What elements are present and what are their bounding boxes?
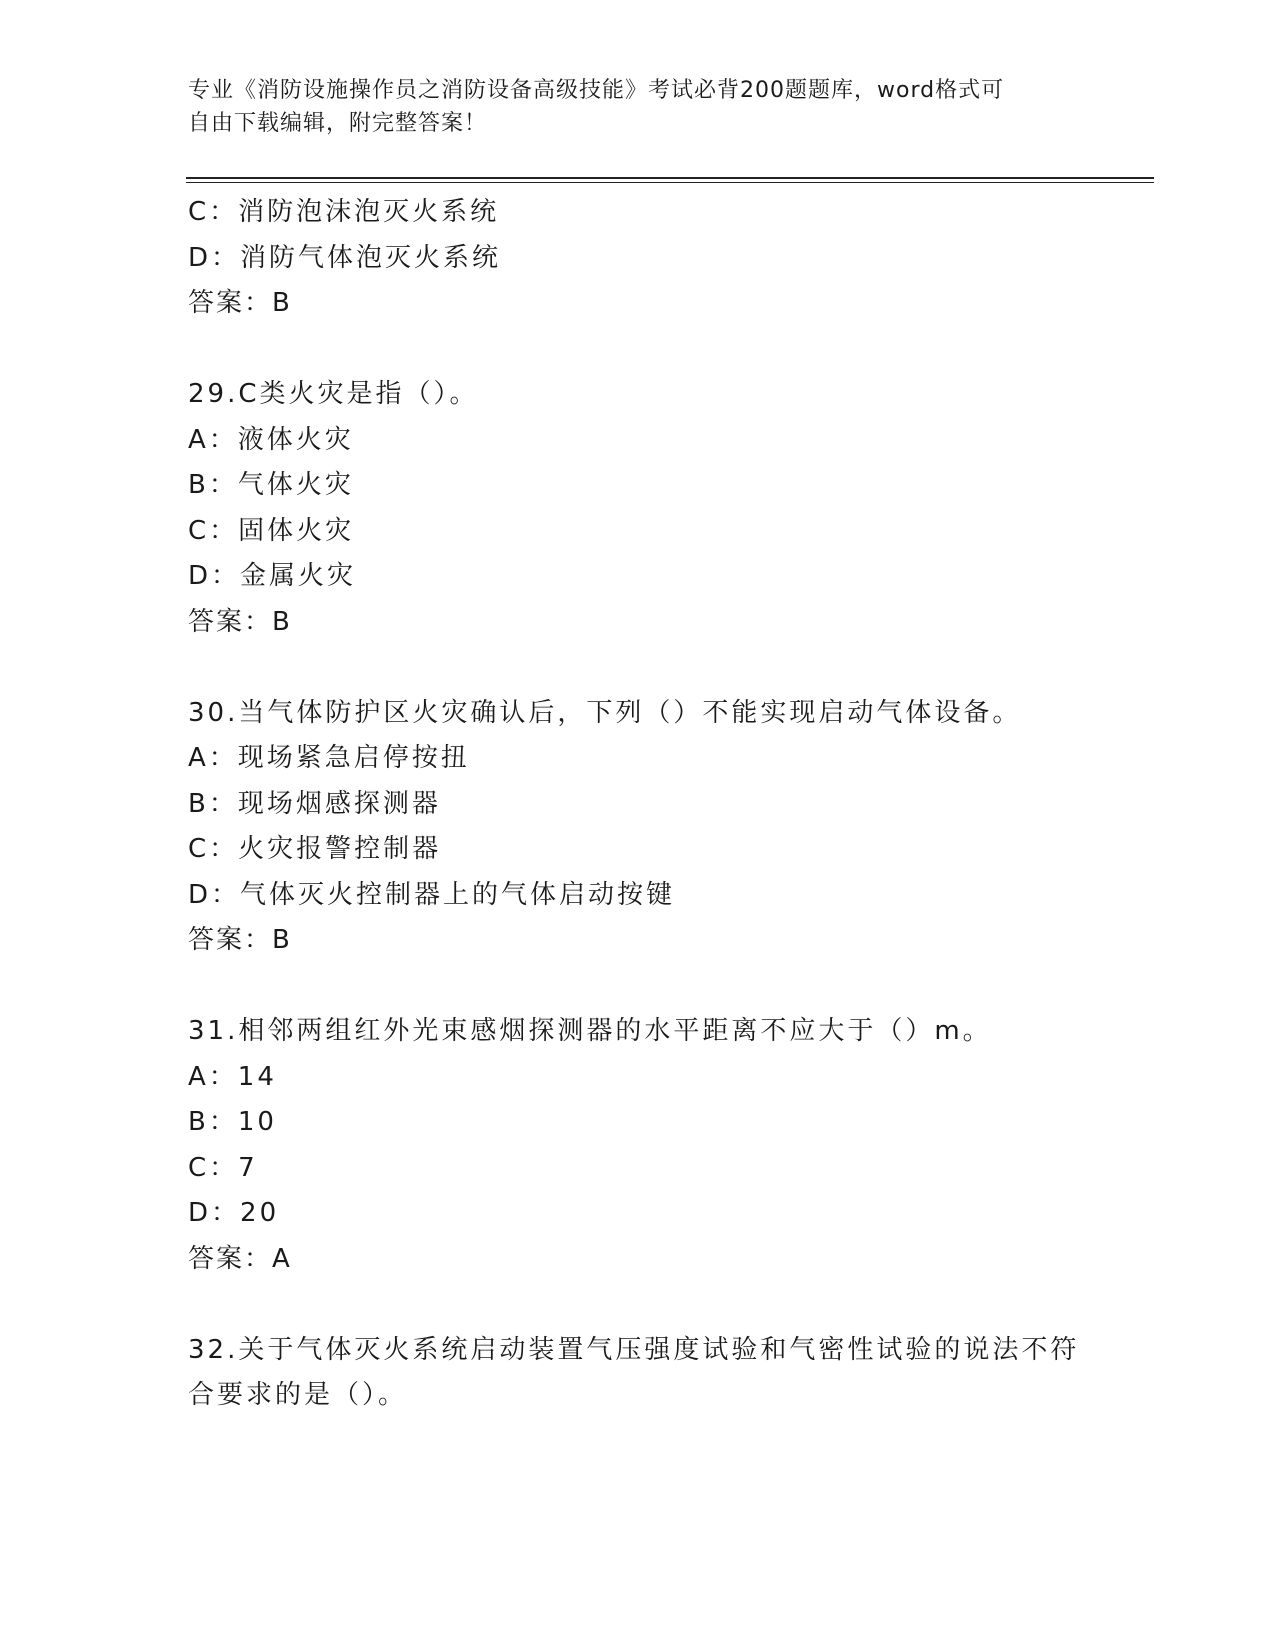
question-stem: 29.C类火灾是指（）。 — [188, 379, 479, 409]
option-a: A：14 — [188, 1061, 277, 1092]
option-d: D：消防气体泡灭火系统 — [188, 242, 502, 273]
spacer — [188, 327, 1118, 373]
option-c: C：7 — [188, 1152, 258, 1183]
option-b: B：10 — [188, 1107, 277, 1137]
question-stem: 32.关于气体灭火系统启动装置气压强度试验和气密性试验的说法不符合要求的是（）。 — [188, 1334, 1080, 1410]
option-a: A：现场紧急启停按扭 — [188, 743, 470, 773]
option-d: D：气体灭火控制器上的气体启动按键 — [188, 879, 676, 910]
option-b: B：气体火灾 — [188, 470, 354, 500]
option-a: A：液体火灾 — [188, 424, 354, 455]
option-b: B：现场烟感探测器 — [188, 788, 441, 819]
question-stem: 31.相邻两组红外光束感烟探测器的水平距离不应大于（）m。 — [188, 1016, 992, 1046]
option-d: D：20 — [188, 1198, 280, 1228]
document-header — [188, 74, 1068, 140]
option-c: C：火灾报警控制器 — [188, 834, 442, 864]
question-list — [188, 190, 1118, 1418]
answer-line: 答案：B — [188, 606, 292, 637]
spacer — [188, 645, 1118, 691]
spacer — [188, 1282, 1118, 1328]
header-divider-thin — [186, 182, 1154, 183]
answer-line: 答案：B — [188, 925, 292, 955]
spacer — [188, 964, 1118, 1010]
option-d: D：金属火灾 — [188, 561, 357, 591]
answer-line: 答案：B — [188, 288, 292, 318]
answer-line: 答案：A — [188, 1243, 292, 1274]
header-divider-thick — [186, 177, 1154, 179]
option-c: C：消防泡沫泡灭火系统 — [188, 197, 500, 227]
question-stem: 30.当气体防护区火灾确认后，下列（）不能实现启动气体设备。 — [188, 697, 1022, 728]
header-line-2: 自由下载编辑，附完整答案！ — [188, 111, 488, 136]
header-line-1: 专业《消防设施操作员之消防设备高级技能》考试必背200题题库，word格式可 — [188, 78, 1005, 103]
option-c: C：固体火灾 — [188, 515, 355, 546]
